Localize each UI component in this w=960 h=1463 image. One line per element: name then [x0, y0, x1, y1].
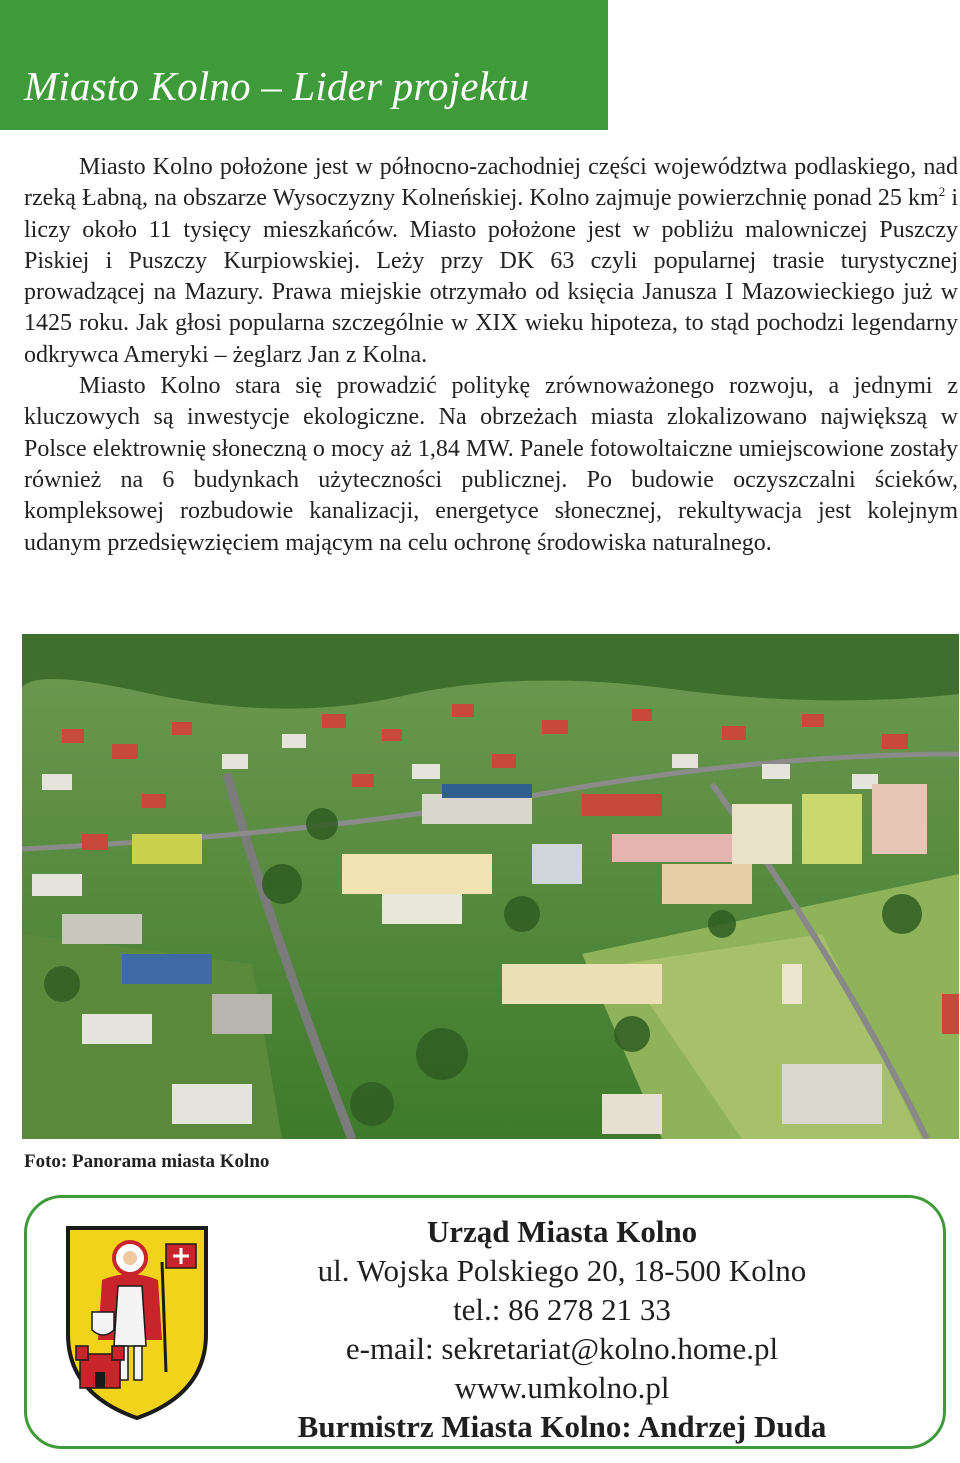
- office-email[interactable]: e-mail: sekretariat@kolno.home.pl: [345, 1331, 779, 1366]
- mayor-name: Burmistrz Miasta Kolno: Andrzej Duda: [297, 1409, 827, 1444]
- kolno-coat-of-arms-icon: [62, 1222, 212, 1422]
- paragraph-1-part-b: i liczy około 11 tysięcy mieszkańców. Miasto położone jest w pobliżu malowniczej Puszczy Piskiej i Puszczy Kurpiowskiej. Leży przy DK 63 czyli popularnej trasie turystycznej prowadzącej na Mazury. Prawa miejskie otrzymało od księcia Janusza I Mazowieckiego już w 1425 roku. Jak głosi popularna szczególnie w XIX wieku hipoteza, to stąd pochodzi legendarny odkrywca Ameryki – żeglarz Jan z Kolna.: [24, 185, 958, 368]
- paragraph-1-part-a: Miasto Kolno położone jest w północno-zachodniej części województwa podlaskiego, nad rzeką Łabną, na obszarze Wysoczyzny Kolneńskiej. Kolno zajmuje powierzchnię ponad 25 km: [24, 154, 958, 212]
- article-body: [24, 152, 958, 559]
- office-name: Urząd Miasta Kolno: [426, 1214, 698, 1249]
- contact-details: [262, 1212, 862, 1446]
- article-paragraph-1: [24, 152, 958, 371]
- article-paragraph-2: Miasto Kolno stara się prowadzić politykę zrównoważonego rozwoju, a jednymi z kluczowych są inwestycje ekologiczne. Na obrzeżach miasta zlokalizowano największą w Polsce elektrownię słoneczną o mocy aż 1,84 MW. Panele fotowoltaiczne umiejscowione zostały również na 6 budynkach użyteczności publicznej. Po budowie oczyszczalni ścieków, kompleksowej rozbudowie kanalizacji, energetyce słonecznej, rekultywacja jest kolejnym udanym przedsięwzięciem mającym na celu ochronę środowiska naturalnego.: [24, 373, 958, 556]
- photo-caption: Foto: Panorama miasta Kolno: [24, 1151, 270, 1172]
- superscript-2: 2: [938, 184, 946, 200]
- page-title: Miasto Kolno – Lider projektu: [24, 63, 530, 109]
- title-banner: [0, 0, 608, 130]
- office-address: ul. Wojska Polskiego 20, 18-500 Kolno: [317, 1253, 807, 1288]
- office-website[interactable]: www.umkolno.pl: [454, 1370, 670, 1405]
- office-phone: tel.: 86 278 21 33: [453, 1292, 671, 1327]
- town-panorama-photo: [22, 634, 959, 1139]
- panorama-illustration: [22, 634, 959, 1139]
